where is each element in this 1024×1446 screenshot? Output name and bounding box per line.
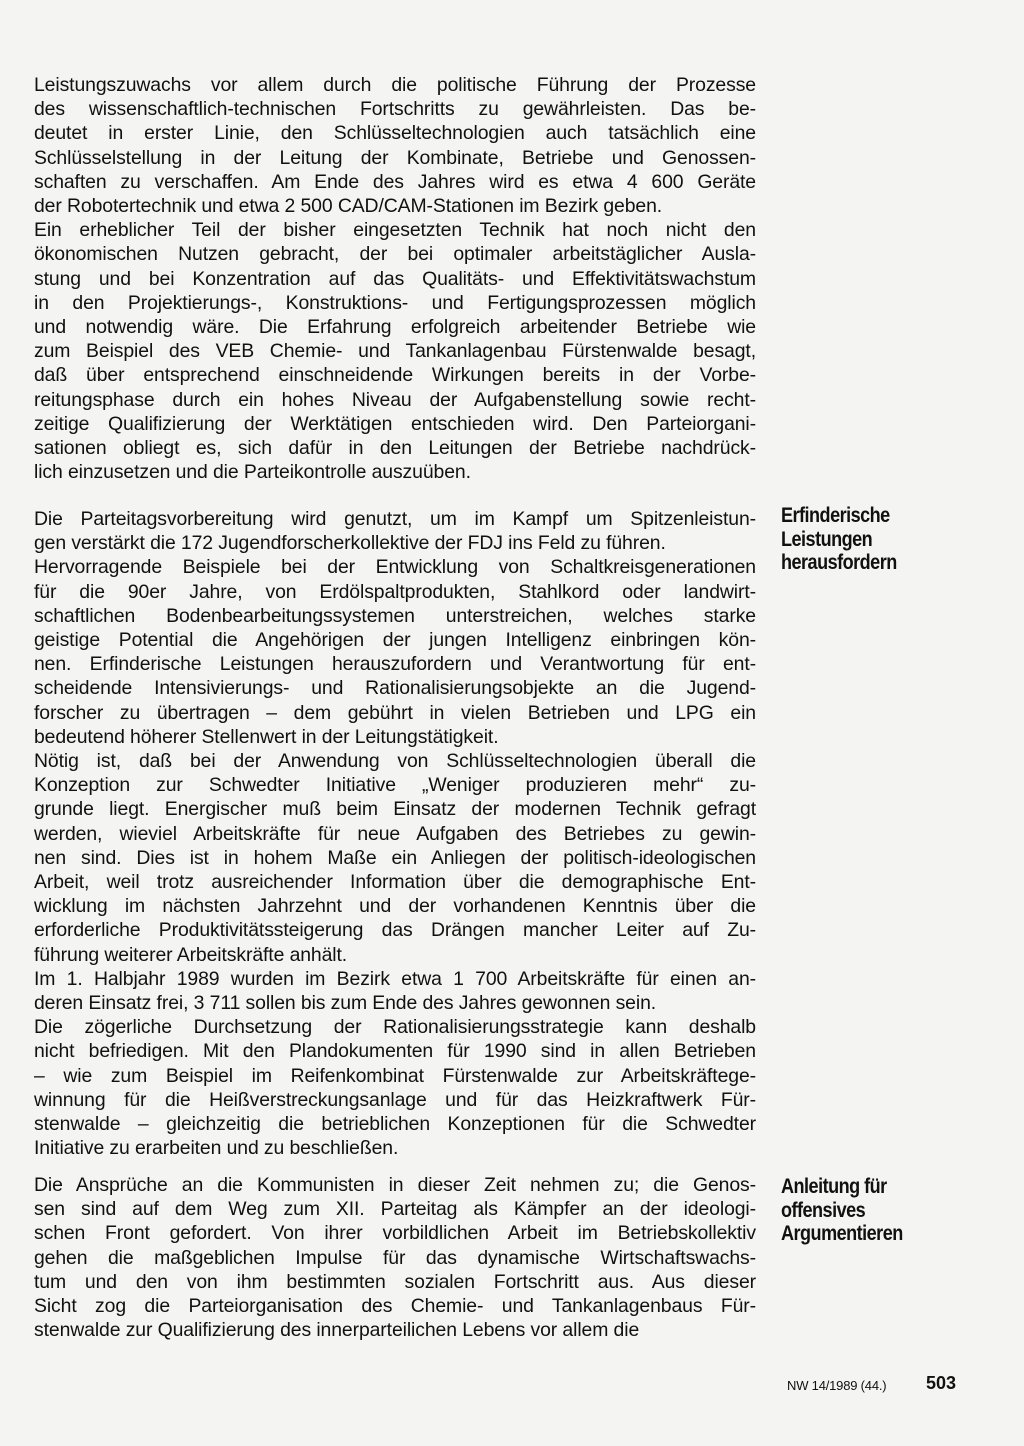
text-line: wicklung im nächsten Jahrzehnt und der vorhandenen Kenntnis über die: [34, 895, 756, 918]
text-line: Im 1. Halbjahr 1989 wurden im Bezirk etwa 1 700 Arbeitskräfte für einen an-: [34, 967, 756, 990]
margin-heading-line: herausfordern: [781, 551, 897, 575]
text-line: Schlüsselstellung in der Leitung der Kombinate, Betriebe und Genossen-: [34, 146, 756, 169]
text-line: Leistungszuwachs vor allem durch die politische Führung der Prozesse: [34, 74, 756, 96]
text-line: in den Projektierungs-, Konstruktions- und Fertigungsprozessen möglich: [34, 291, 756, 314]
text-line: Hervorragende Beispiele bei der Entwicklung von Schaltkreisgenerationen: [34, 556, 756, 579]
margin-heading-line: Anleitung für: [781, 1175, 887, 1198]
text-line: gen verstärkt die 172 Jugendforscherkollektive der FDJ ins Feld zu führen.: [34, 532, 666, 555]
margin-heading-line: Erfinderische: [781, 504, 890, 527]
text-line: daß über entsprechend einschneidende Wirkungen bereits in der Vorbe-: [34, 364, 756, 387]
margin-heading-line: Leistungen: [781, 527, 873, 551]
text-line: und notwendig wäre. Die Erfahrung erfolgreich arbeitender Betriebe wie: [34, 316, 756, 339]
text-line: stung und bei Konzentration auf das Qualitäts- und Effektivitätswachstum: [34, 267, 756, 290]
text-line: Sicht zog die Parteiorganisation des Chemie- und Tankanlagenbaus Für-: [34, 1295, 756, 1318]
margin-heading-line: Argumentieren: [781, 1222, 903, 1246]
text-line: schaftlichen Bodenbearbeitungssystemen unterstreichen, welches starke: [34, 604, 756, 627]
text-line: zeitige Qualifizierung der Werktätigen entschieden wird. Den Parteiorgani-: [34, 412, 756, 435]
text-line: Die Ansprüche an die Kommunisten in dieser Zeit nehmen zu; die Genos-: [34, 1174, 756, 1196]
text-line: deren Einsatz frei, 3 711 sollen bis zum Ende des Jahres gewonnen sein.: [34, 992, 657, 1015]
text-line: der Robotertechnik und etwa 2 500 CAD/CAM-Stationen im Bezirk geben.: [34, 195, 663, 218]
text-line: erforderliche Produktivitätssteigerung das Drängen mancher Leiter auf Zu-: [34, 919, 756, 942]
text-line: sationen obliegt es, sich dafür in den Leitungen der Betriebe nachdrück-: [34, 437, 756, 460]
text-line: ökonomischen Nutzen gebracht, der bei optimaler arbeitstäglicher Ausla-: [34, 243, 756, 266]
text-line: scheidende Intensivierungs- und Rationalisierungsobjekte an die Jugend-: [34, 677, 756, 700]
text-line: Nötig ist, daß bei der Anwendung von Schlüsseltechnologien überall die: [34, 750, 756, 773]
text-line: gehen die maßgeblichen Impulse für das dynamische Wirtschaftswachs-: [34, 1246, 756, 1269]
text-line: tum und den von ihm bestimmten sozialen Fortschritt aus. Aus dieser: [34, 1270, 756, 1293]
text-line: – wie zum Beispiel im Reifenkombinat Fürstenwalde zur Arbeitskräftege-: [34, 1064, 756, 1087]
text-line: Die zögerliche Durchsetzung der Rationalisierungsstrategie kann deshalb: [34, 1016, 756, 1039]
text-line: Die Parteitagsvorbereitung wird genutzt, um im Kampf um Spitzenleistun-: [34, 508, 756, 530]
margin-heading-anleitung-argumentieren: [781, 1175, 966, 1246]
page-number: 503: [926, 1373, 957, 1393]
text-line: nicht befriedigen. Mit den Plandokumenten für 1990 sind in allen Betrieben: [34, 1040, 756, 1063]
text-line: grunde liegt. Energischer muß beim Einsatz der modernen Technik gefragt: [34, 798, 756, 821]
text-line: nen. Erfinderische Leistungen herauszufordern und Verantwortung für ent-: [34, 653, 756, 676]
issue-reference: NW 14/1989 (44.): [787, 1378, 887, 1393]
margin-heading-erfinderische-leistungen: [781, 504, 966, 575]
text-line: stenwalde zur Qualifizierung des innerparteilichen Lebens vor allem die: [34, 1319, 640, 1342]
text-line: schen Front gefordert. Von ihrer vorbildlichen Arbeit im Betriebskollektiv: [34, 1222, 756, 1245]
text-line: stenwalde – gleichzeitig die betrieblichen Konzeptionen für die Schwedter: [34, 1113, 756, 1136]
text-line: geistige Potential die Angehörigen der jungen Intelligenz einbringen kön-: [34, 629, 756, 652]
text-line: für die 90er Jahre, von Erdölspaltprodukten, Stahlkord oder landwirt-: [34, 580, 756, 603]
text-line: werden, wieviel Arbeitskräfte für neue Aufgaben des Betriebes zu gewin-: [34, 822, 756, 845]
text-line: deutet in erster Linie, den Schlüsseltechnologien auch tatsächlich eine: [34, 122, 756, 145]
text-line: Initiative zu erarbeiten und zu beschließen.: [34, 1137, 399, 1160]
text-line: bedeutend höherer Stellenwert in der Leitungstätigkeit.: [34, 725, 499, 748]
text-line: Konzeption zur Schwedter Initiative „Weniger produzieren mehr“ zu-: [34, 774, 756, 797]
paragraph-1: [34, 73, 756, 484]
paragraph-2: [34, 507, 756, 1160]
text-line: winnung für die Heißverstreckungsanlage und für das Heizkraftwerk Für-: [34, 1088, 756, 1111]
text-line: Ein erheblicher Teil der bisher eingesetzten Technik hat noch nicht den: [34, 219, 756, 242]
text-line: reitungsphase durch ein hohes Niveau der Aufgabenstellung sowie recht-: [34, 388, 756, 411]
margin-heading-line: offensives: [781, 1198, 866, 1222]
text-line: zum Beispiel des VEB Chemie- und Tankanlagenbau Fürstenwalde besagt,: [34, 340, 756, 363]
paragraph-3: [34, 1173, 756, 1342]
text-line: führung weiterer Arbeitskräfte anhält.: [34, 943, 348, 966]
text-line: schaften zu verschaffen. Am Ende des Jahres wird es etwa 4 600 Geräte: [34, 170, 756, 193]
text-line: des wissenschaftlich-technischen Fortschritts zu gewährleisten. Das be-: [34, 98, 756, 121]
text-line: lich einzusetzen und die Parteikontrolle auszuüben.: [34, 461, 471, 484]
text-line: Arbeit, weil trotz ausreichender Information über die demographische Ent-: [34, 871, 756, 894]
text-line: nen sind. Dies ist in hohem Maße ein Anliegen der politisch-ideologischen: [34, 846, 756, 869]
text-line: forscher zu übertragen – dem gebührt in vielen Betrieben und LPG ein: [34, 701, 756, 724]
text-line: sen sind auf dem Weg zum XII. Parteitag als Kämpfer an der ideologi-: [34, 1198, 756, 1221]
